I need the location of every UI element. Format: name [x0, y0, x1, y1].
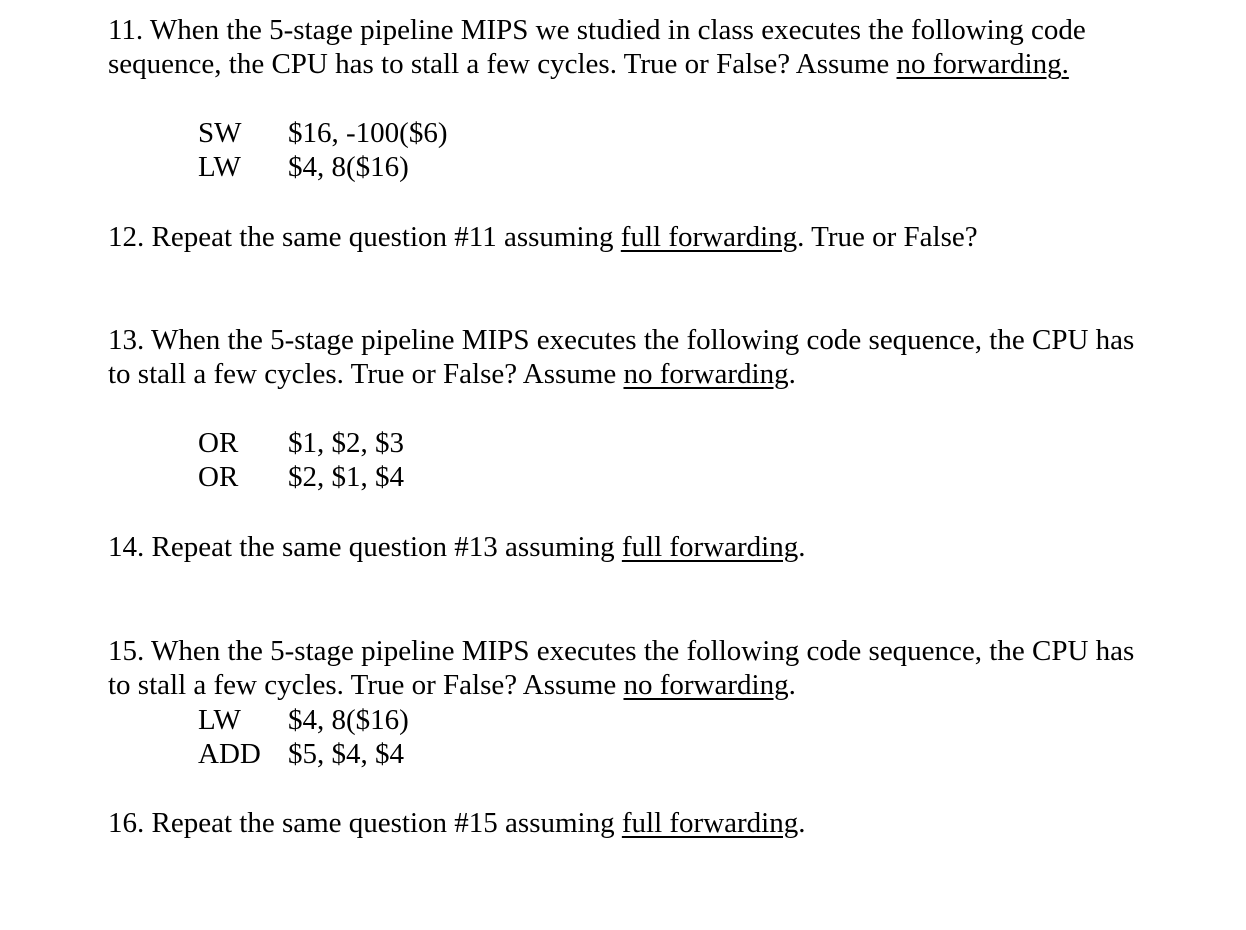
- question-text: 13. When the 5-stage pipeline MIPS executes the following code sequence, the CPU has: [108, 324, 1135, 356]
- code-operands: $1, $2, $3: [288, 427, 404, 459]
- question-text: .: [798, 531, 806, 563]
- question-text: 14. Repeat the same question #13 assuming: [108, 531, 622, 563]
- question-text: 11. When the 5-stage pipeline MIPS we studied in class executes the following code: [108, 14, 1086, 46]
- code-operands: $2, $1, $4: [288, 461, 404, 493]
- underlined-term: full forwarding: [620, 221, 798, 253]
- code-opcode: LW: [198, 151, 241, 183]
- question-text: to stall a few cycles. True or False? Assume: [108, 358, 624, 390]
- question-text: .: [788, 358, 796, 390]
- question-11-line-2: [108, 47, 1069, 81]
- code-opcode: LW: [198, 704, 241, 736]
- question-15-line-1: [108, 634, 1134, 668]
- question-text: 15. When the 5-stage pipeline MIPS executes the following code sequence, the CPU has: [108, 635, 1135, 667]
- question-text: 16. Repeat the same question #15 assuming: [108, 807, 622, 839]
- underlined-term: full forwarding: [621, 531, 799, 563]
- question-text: to stall a few cycles. True or False? Assume: [108, 669, 624, 701]
- code-opcode: OR: [198, 461, 239, 493]
- code-opcode: SW: [198, 117, 242, 149]
- code-opcode: ADD: [198, 738, 261, 770]
- question-text: 12. Repeat the same question #11 assuming: [108, 221, 621, 253]
- underlined-term: no forwarding: [623, 669, 789, 701]
- question-text: .: [798, 807, 806, 839]
- question-text: sequence, the CPU has to stall a few cycles. True or False? Assume: [108, 48, 897, 80]
- question-15-line-2: [108, 668, 796, 702]
- underlined-term: full forwarding: [621, 807, 799, 839]
- question-text: .: [788, 669, 796, 701]
- code-opcode: OR: [198, 427, 239, 459]
- question-16-line-1: [108, 806, 805, 840]
- underlined-term: no forwarding.: [896, 48, 1069, 80]
- question-12-line-1: [108, 220, 978, 254]
- question-14-line-1: [108, 530, 805, 564]
- code-operands: $16, -100($6): [288, 117, 448, 149]
- question-13-line-1: [108, 323, 1134, 357]
- code-operands: $4, 8($16): [288, 704, 409, 736]
- question-text: . True or False?: [797, 221, 978, 253]
- question-11-line-1: [108, 13, 1086, 47]
- code-operands: $5, $4, $4: [288, 738, 404, 770]
- code-operands: $4, 8($16): [288, 151, 409, 183]
- question-13-line-2: [108, 357, 796, 391]
- underlined-term: no forwarding: [623, 358, 789, 390]
